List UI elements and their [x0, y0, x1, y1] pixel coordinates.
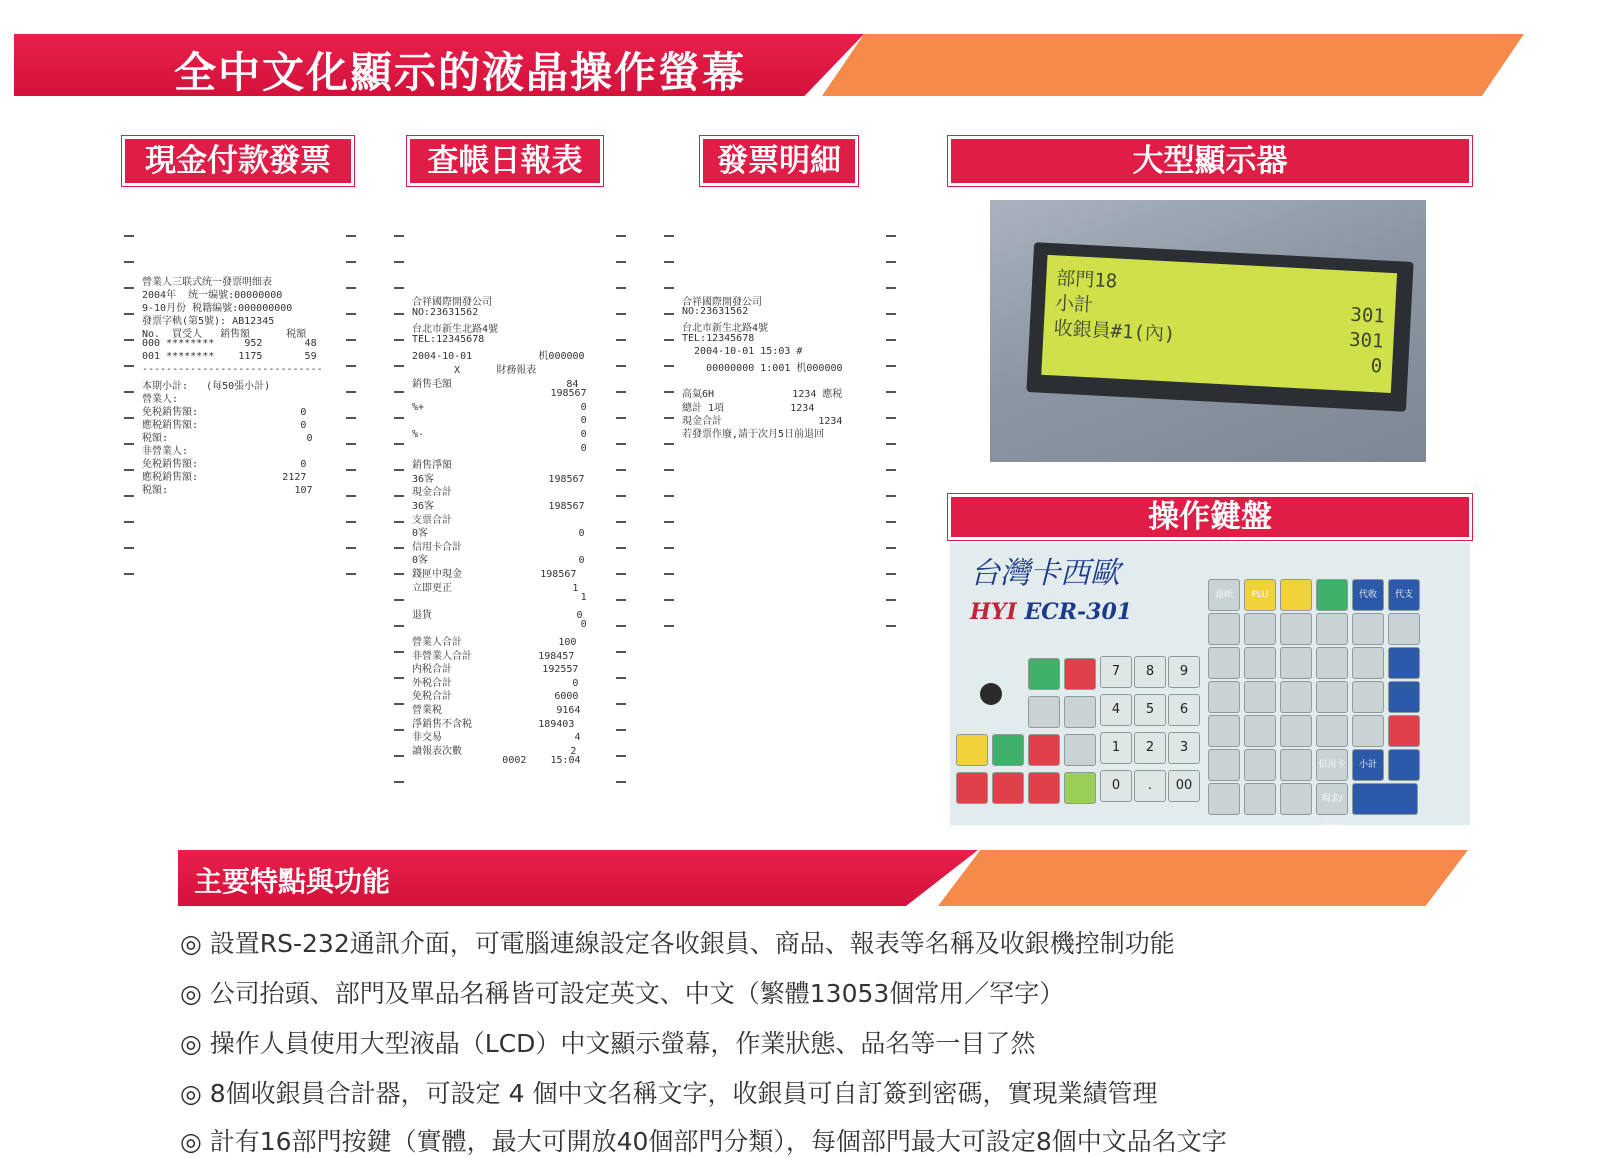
receipt-line: 1: [412, 592, 587, 604]
keyboard-key: [1244, 715, 1276, 747]
receipt-line: 00000000 1:001 机000000: [682, 363, 843, 374]
keyboard-key: [1244, 613, 1276, 645]
perforation-mark: [664, 599, 674, 601]
lcd-row-label: 收銀員#1(內): [1053, 317, 1176, 346]
perforation-mark: [394, 391, 404, 393]
receipt-line: 36客 198567: [412, 501, 585, 512]
keyboard-key: [1028, 734, 1060, 766]
perforation-mark: [616, 469, 626, 471]
perforation-mark: [664, 261, 674, 263]
receipt-line: 免税合計 6000: [412, 691, 579, 703]
perforation-mark: [886, 313, 896, 315]
keyboard-key: 小計: [1352, 749, 1384, 781]
perforation-mark: [346, 339, 356, 341]
perforation-mark: [616, 339, 626, 341]
keyboard-brand: 台灣卡西歐: [970, 556, 1120, 591]
perforation-mark: [124, 365, 134, 367]
keyboard-key: [1388, 647, 1420, 679]
perforation-mark: [886, 495, 896, 497]
receipt-line: 總計 1項 1234: [682, 402, 815, 414]
key-lock-icon: [980, 683, 1002, 705]
tag-keyboard: 操作鍵盤: [948, 494, 1472, 540]
receipt-line: 0: [412, 442, 587, 454]
feature-item-4: ◎ 8個收銀員合計器，可設定 4 個中文名稱文字，收銀員可自訂簽到密碼，實現業績管理: [180, 1079, 1158, 1108]
receipt-line: 營業人三联式统一發票明细表: [142, 277, 272, 288]
perforation-mark: [346, 365, 356, 367]
perforation-mark: [664, 547, 674, 549]
perforation-mark: [124, 521, 134, 523]
perforation-mark: [346, 469, 356, 471]
perforation-mark: [394, 651, 404, 653]
receipt-line: 2004年 统一编號:00000000: [142, 290, 283, 301]
keyboard-key: [1388, 715, 1420, 747]
receipt-line: 退貨 0: [412, 609, 583, 621]
features-banner: [178, 850, 1468, 906]
keyboard-key: [1388, 613, 1420, 645]
perforation-mark: [394, 469, 404, 471]
features-title: 主要特點與功能: [194, 865, 391, 898]
keyboard-key: [1388, 749, 1420, 781]
keyboard-key: [992, 734, 1024, 766]
perforation-mark: [886, 417, 896, 419]
perforation-mark: [346, 547, 356, 549]
perforation-mark: [664, 339, 674, 341]
perforation-mark: [616, 599, 626, 601]
keyboard-key: [1064, 696, 1096, 728]
receipt-line: 營業人:: [142, 394, 179, 405]
perforation-mark: [664, 313, 674, 315]
tag-invoice-detail: 發票明細: [700, 136, 858, 186]
receipt-line: 0: [412, 415, 587, 427]
keyboard-key: [956, 772, 988, 804]
perforation-mark: [664, 625, 674, 627]
perforation-mark: [394, 729, 404, 731]
perforation-mark: [886, 339, 896, 341]
keyboard-key: [1244, 783, 1276, 815]
keyboard-key: [1208, 749, 1240, 781]
keyboard-key: 代支: [1388, 579, 1420, 611]
keyboard-key: [1064, 658, 1096, 690]
receipt-line: 支票合計: [412, 514, 452, 526]
lcd-row-value: 301: [1348, 328, 1385, 353]
receipt-line: 信用卡合計: [412, 541, 462, 553]
perforation-mark: [616, 313, 626, 315]
keyboard-key: [1352, 715, 1384, 747]
receipt-line: No. 買受人 銷售額 税額: [142, 329, 307, 340]
invoice-detail-receipt: [660, 205, 900, 645]
perforation-mark: [616, 261, 626, 263]
keyboard-key: [1316, 715, 1348, 747]
perforation-mark: [394, 313, 404, 315]
lcd-display-photo: [990, 200, 1426, 462]
cash-invoice-receipt: [120, 205, 360, 585]
perforation-mark: [616, 417, 626, 419]
perforation-mark: [346, 287, 356, 289]
receipt-line: 高氣6H 1234 應税: [682, 389, 843, 401]
perforation-mark: [124, 391, 134, 393]
keyboard-key: [1280, 715, 1312, 747]
perforation-mark: [394, 495, 404, 497]
keyboard-key: 7: [1100, 656, 1132, 688]
perforation-mark: [886, 521, 896, 523]
keyboard-key: [1280, 783, 1312, 815]
perforation-mark: [616, 729, 626, 731]
receipt-line: 淨銷售不含税 189403: [412, 718, 575, 730]
feature-item-5: ◎ 計有16部門按鍵（實體，最大可開放40個部門分類），每個部門最大可設定8個中文品名文字: [180, 1127, 1227, 1156]
features-banner-orange: [938, 850, 1468, 906]
receipt-line: ------------------------------: [142, 364, 323, 375]
keyboard-key: [1280, 613, 1312, 645]
keyboard-key: [1028, 772, 1060, 804]
perforation-mark: [664, 469, 674, 471]
perforation-mark: [394, 599, 404, 601]
perforation-mark: [394, 443, 404, 445]
perforation-mark: [394, 625, 404, 627]
perforation-mark: [346, 235, 356, 237]
header-banner: [14, 34, 1524, 96]
keyboard-key: [1208, 783, 1240, 815]
keyboard-key: [956, 734, 988, 766]
receipt-line: 非營業人合計 198457: [412, 650, 575, 662]
receipt-line: 合祥國際開發公司: [682, 297, 762, 308]
perforation-mark: [616, 573, 626, 575]
perforation-mark: [886, 391, 896, 393]
receipt-line: TEL:12345678: [682, 332, 755, 344]
perforation-mark: [124, 339, 134, 341]
perforation-mark: [394, 287, 404, 289]
perforation-mark: [124, 261, 134, 263]
perforation-mark: [664, 287, 674, 289]
perforation-mark: [886, 547, 896, 549]
perforation-mark: [394, 521, 404, 523]
perforation-mark: [346, 391, 356, 393]
keyboard-key: [1352, 681, 1384, 713]
perforation-mark: [124, 443, 134, 445]
receipt-line: 現金合計 1234: [682, 415, 843, 427]
feature-item-2: ◎ 公司抬頭、部門及單品名稱皆可設定英文、中文（繁體13053個常用／罕字）: [180, 979, 1065, 1008]
perforation-mark: [616, 781, 626, 783]
receipt-line: 台北市新生北路4號: [412, 324, 499, 336]
perforation-mark: [394, 261, 404, 263]
perforation-mark: [346, 521, 356, 523]
keyboard-key: [1280, 749, 1312, 781]
keyboard-key: [1388, 681, 1420, 713]
perforation-mark: [616, 443, 626, 445]
receipt-line: 合祥國際開發公司: [412, 297, 492, 308]
receipt-line: 2004-10-01 机000000: [412, 351, 585, 363]
perforation-mark: [616, 521, 626, 523]
perforation-mark: [664, 391, 674, 393]
perforation-mark: [616, 625, 626, 627]
receipt-line: 應税銷售額: 2127: [142, 472, 307, 483]
keyboard-key: [1316, 613, 1348, 645]
keyboard-key: [1244, 647, 1276, 679]
lcd-row-label: 小計: [1054, 292, 1094, 317]
perforation-mark: [124, 573, 134, 575]
keyboard-key: [1352, 783, 1418, 815]
keyboard-key: 代收: [1352, 579, 1384, 611]
keyboard-key: [1352, 613, 1384, 645]
keyboard-key: [992, 772, 1024, 804]
perforation-mark: [394, 703, 404, 705]
lcd-row-label: 部門18: [1055, 267, 1118, 293]
tag-daily-report: 查帳日報表: [407, 136, 603, 186]
receipt-line: 銷售毛額 84: [412, 378, 579, 390]
perforation-mark: [616, 651, 626, 653]
receipt-line: 0客 0: [412, 555, 585, 567]
perforation-mark: [664, 235, 674, 237]
receipt-line: 税額: 0: [142, 433, 313, 444]
lcd-row-label: [1052, 338, 1053, 360]
receipt-line: 免税銷售額: 0: [142, 459, 307, 470]
perforation-mark: [616, 365, 626, 367]
perforation-mark: [664, 521, 674, 523]
receipt-line: 本期小計: (每50張小計): [142, 381, 271, 392]
keyboard-key: [1352, 647, 1384, 679]
keyboard-key: [1208, 613, 1240, 645]
receipt-line: 發票字軌(第5號): AB12345: [142, 316, 275, 327]
keyboard-key: [1208, 681, 1240, 713]
keyboard-key: [1064, 772, 1096, 804]
perforation-mark: [886, 599, 896, 601]
keyboard-key: [1316, 579, 1348, 611]
perforation-mark: [886, 469, 896, 471]
keyboard-key: 5: [1134, 694, 1166, 726]
perforation-mark: [394, 573, 404, 575]
receipt-line: 9-10月份 税籍编號:000000000: [142, 303, 293, 314]
keyboard-key: 9: [1168, 656, 1200, 688]
perforation-mark: [394, 755, 404, 757]
daily-report-receipt: [390, 205, 630, 815]
perforation-mark: [616, 391, 626, 393]
perforation-mark: [616, 755, 626, 757]
page-title: 全中文化顯示的液晶操作螢幕: [174, 48, 747, 97]
keyboard-key: [1280, 647, 1312, 679]
keyboard-key: 信用卡: [1316, 749, 1348, 781]
keyboard-key: [1280, 681, 1312, 713]
receipt-line: 2004-10-01 15:03 #: [682, 345, 803, 357]
receipt-line: X 財務報表: [412, 365, 537, 376]
receipt-line: 外税合計 0: [412, 677, 579, 689]
perforation-mark: [886, 625, 896, 627]
receipt-line: 36客 198567: [412, 473, 585, 485]
perforation-mark: [124, 313, 134, 315]
keyboard-key: [1316, 647, 1348, 679]
receipt-line: 應税銷售額: 0: [142, 420, 307, 431]
perforation-mark: [886, 235, 896, 237]
lcd-row-value: 301: [1349, 303, 1386, 328]
perforation-mark: [886, 287, 896, 289]
keyboard-key: .: [1134, 770, 1166, 802]
receipt-line: 現金合計: [412, 487, 452, 499]
perforation-mark: [124, 469, 134, 471]
receipt-line: NO:23631562: [682, 306, 749, 318]
keyboard-key: 3: [1168, 732, 1200, 764]
perforation-mark: [346, 313, 356, 315]
receipt-line: 198567: [412, 388, 587, 400]
receipt-line: %+ 0: [412, 401, 587, 413]
receipt-line: TEL:12345678: [412, 333, 485, 345]
receipt-line: 台北市新生北路4號: [682, 323, 769, 335]
perforation-mark: [346, 417, 356, 419]
keyboard-key: [1316, 681, 1348, 713]
perforation-mark: [664, 443, 674, 445]
keyboard-photo: [950, 543, 1470, 834]
perforation-mark: [124, 495, 134, 497]
perforation-mark: [346, 573, 356, 575]
perforation-mark: [394, 417, 404, 419]
receipt-line: %- 0: [412, 429, 587, 440]
perforation-mark: [346, 495, 356, 497]
keyboard-key: [1028, 658, 1060, 690]
perforation-mark: [124, 287, 134, 289]
keyboard-key: PLU: [1244, 579, 1276, 611]
receipt-line: 讀報表次數 2: [412, 745, 577, 757]
receipt-line: 001 ******** 1175 59: [142, 351, 317, 362]
receipt-line: 營業人合計 100: [412, 637, 577, 648]
receipt-line: 0: [412, 619, 587, 631]
receipt-line: 税額: 107: [142, 485, 313, 496]
perforation-mark: [664, 365, 674, 367]
lcd-frame: [1026, 242, 1413, 412]
keyboard-key: 2: [1134, 732, 1166, 764]
feature-item-3: ◎ 操作人員使用大型液晶（LCD）中文顯示螢幕，作業狀態、品名等一目了然: [180, 1029, 1036, 1058]
perforation-mark: [616, 677, 626, 679]
receipt-line: 0客 0: [412, 528, 585, 540]
perforation-mark: [616, 495, 626, 497]
perforation-mark: [346, 261, 356, 263]
perforation-mark: [124, 417, 134, 419]
keyboard-key: 現金/合計: [1316, 783, 1348, 815]
feature-item-1: ◎ 設置RS-232通訊介面，可電腦連線設定各收銀員、商品、報表等名稱及收銀機控制功能: [180, 929, 1175, 958]
perforation-mark: [394, 677, 404, 679]
keyboard-key: 退紙: [1208, 579, 1240, 611]
keyboard-key: 00: [1168, 770, 1200, 802]
perforation-mark: [886, 261, 896, 263]
perforation-mark: [886, 365, 896, 367]
lcd-row-value: 0: [1370, 354, 1383, 378]
tag-cash-invoice: 現金付款發票: [122, 136, 354, 186]
perforation-mark: [664, 417, 674, 419]
perforation-mark: [616, 547, 626, 549]
keyboard-key: 8: [1134, 656, 1166, 688]
perforation-mark: [394, 365, 404, 367]
receipt-line: 非交易 4: [412, 732, 581, 744]
keyboard-key: [1028, 696, 1060, 728]
perforation-mark: [616, 235, 626, 237]
keyboard-key: 6: [1168, 694, 1200, 726]
perforation-mark: [886, 443, 896, 445]
lcd-screen: [1041, 255, 1397, 393]
perforation-mark: [664, 573, 674, 575]
keyboard-key: 0: [1100, 770, 1132, 802]
perforation-mark: [394, 781, 404, 783]
receipt-line: NO:23631562: [412, 306, 479, 318]
receipt-line: 0002 15:04: [412, 755, 581, 767]
receipt-line: 營業税 9164: [412, 705, 581, 716]
keyboard-key: [1208, 715, 1240, 747]
keyboard-key: [1064, 734, 1096, 766]
receipt-line: 000 ******** 952 48: [142, 338, 317, 349]
keyboard-key: [1280, 579, 1312, 611]
perforation-mark: [124, 235, 134, 237]
receipt-line: 銷售淨額: [412, 460, 452, 472]
receipt-line: 内税合計 192557: [412, 664, 579, 676]
perforation-mark: [616, 287, 626, 289]
keyboard-key: [1244, 749, 1276, 781]
lcd-row-value: [1385, 281, 1386, 308]
keyboard-key: 4: [1100, 694, 1132, 726]
perforation-mark: [394, 339, 404, 341]
receipt-line: 錢匣中現金 198567: [412, 569, 577, 580]
keyboard-model-number: ECR-301: [1024, 599, 1133, 625]
perforation-mark: [124, 547, 134, 549]
keyboard-model-prefix: HYI: [970, 599, 1017, 625]
keyboard-model: [970, 599, 1132, 625]
receipt-line: 立即更正 1: [412, 582, 579, 594]
perforation-mark: [616, 703, 626, 705]
receipt-line: 免税銷售額: 0: [142, 407, 307, 418]
perforation-mark: [664, 495, 674, 497]
perforation-mark: [886, 573, 896, 575]
receipt-line: 若發票作廢,請于次月5日前退回: [682, 429, 825, 440]
keyboard-key: [1244, 681, 1276, 713]
perforation-mark: [394, 547, 404, 549]
banner-orange-band: [822, 34, 1524, 96]
perforation-mark: [394, 235, 404, 237]
perforation-mark: [346, 443, 356, 445]
keyboard-key: 1: [1100, 732, 1132, 764]
receipt-line: 非營業人:: [142, 446, 189, 457]
keyboard-key: [1208, 647, 1240, 679]
tag-large-display: 大型顯示器: [948, 136, 1472, 186]
